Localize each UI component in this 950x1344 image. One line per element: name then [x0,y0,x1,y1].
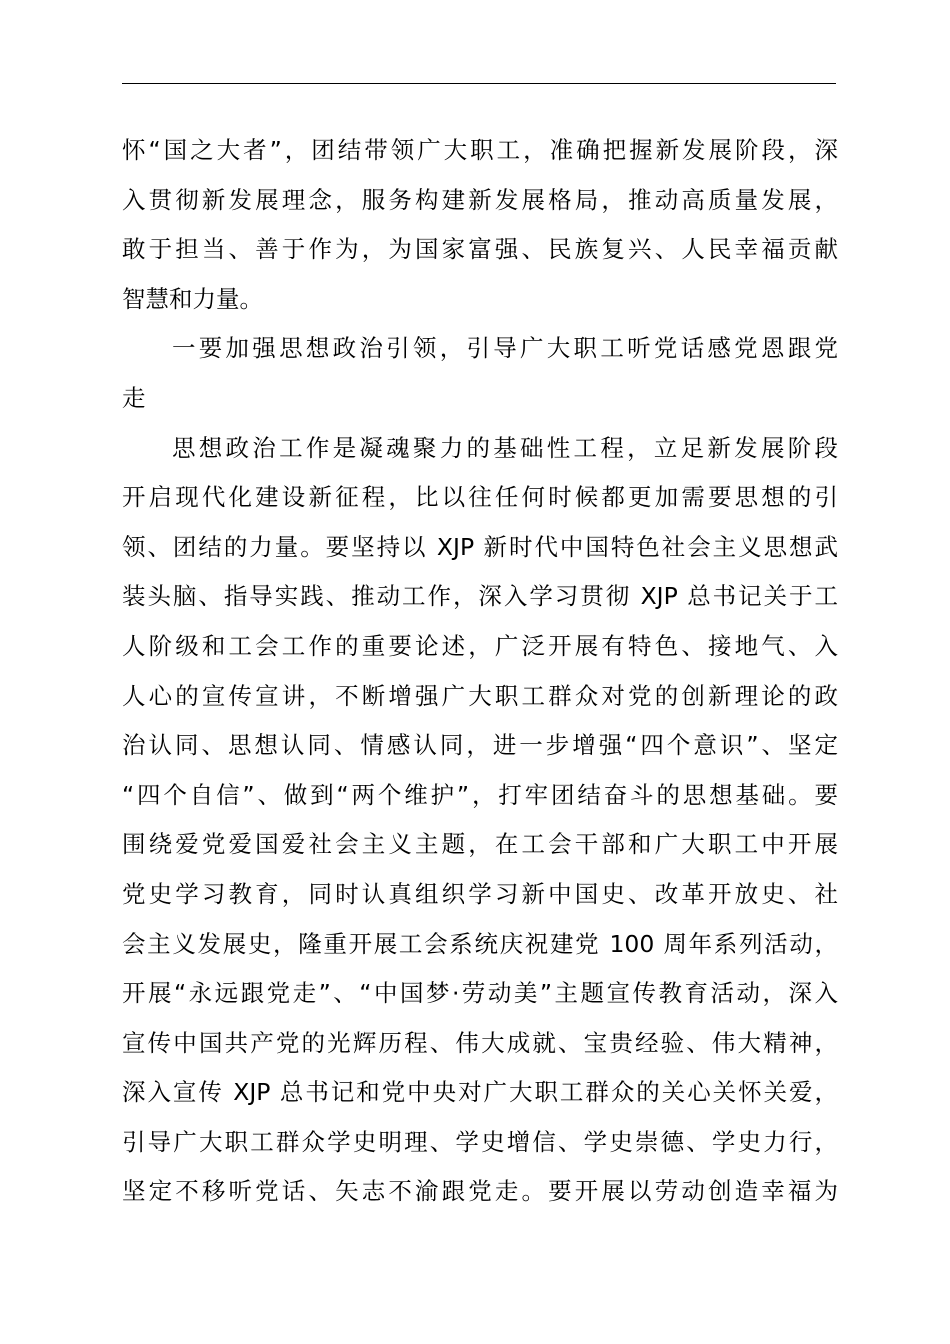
text-line: 开启现代化建设新征程，比以往任何时候都更加需要思想的引 [122,483,838,512]
text-line: 党史学习教育，同时认真组织学习新中国史、改革开放史、社 [122,879,838,908]
text-line: 宣传中国共产党的光辉历程、伟大成就、宝贵经验、伟大精神， [122,1028,838,1057]
text-line: 深入宣传 XJP 总书记和党中央对广大职工群众的关心关怀关爱， [122,1078,838,1107]
text-line: 坚定不移听党话、矢志不渝跟党走。要开展以劳动创造幸福为 [122,1177,838,1206]
text-line: 装头脑、指导实践、推动工作，深入学习贯彻 XJP 总书记关于工 [122,582,838,611]
document-body [122,126,838,1217]
text-line: 开展“永远跟党走”、“中国梦·劳动美”主题宣传教育活动，深入 [122,979,838,1008]
section-heading-line: 走 [122,383,146,412]
text-line: 会主义发展史，隆重开展工会系统庆祝建党 100 周年系列活动， [122,929,838,958]
section-heading-line: 一要加强思想政治引领，引导广大职工听党话感党恩跟党 [172,334,838,363]
text-line: 入贯彻新发展理念，服务构建新发展格局，推动高质量发展， [122,185,838,214]
text-line: “四个自信”、做到“两个维护”，打牢团结奋斗的思想基础。要 [122,780,838,809]
text-line: 敢于担当、善于作为，为国家富强、民族复兴、人民幸福贡献 [122,235,838,264]
text-line: 思想政治工作是凝魂聚力的基础性工程，立足新发展阶段 [172,433,838,462]
text-line: 领、团结的力量。要坚持以 XJP 新时代中国特色社会主义思想武 [122,532,838,561]
text-line: 智慧和力量。 [122,284,263,313]
text-line: 治认同、思想认同、情感认同，进一步增强“四个意识”、坚定 [122,731,838,760]
text-line: 怀“国之大者”，团结带领广大职工，准确把握新发展阶段，深 [122,136,838,164]
text-line: 围绕爱党爱国爱社会主义主题，在工会干部和广大职工中开展 [122,830,838,859]
header-rule [122,83,836,84]
text-line: 人阶级和工会工作的重要论述，广泛开展有特色、接地气、入 [122,631,838,660]
text-line: 人心的宣传宣讲，不断增强广大职工群众对党的创新理论的政 [122,681,838,710]
text-line: 引导广大职工群众学史明理、学史增信、学史崇德、学史力行， [122,1127,838,1156]
